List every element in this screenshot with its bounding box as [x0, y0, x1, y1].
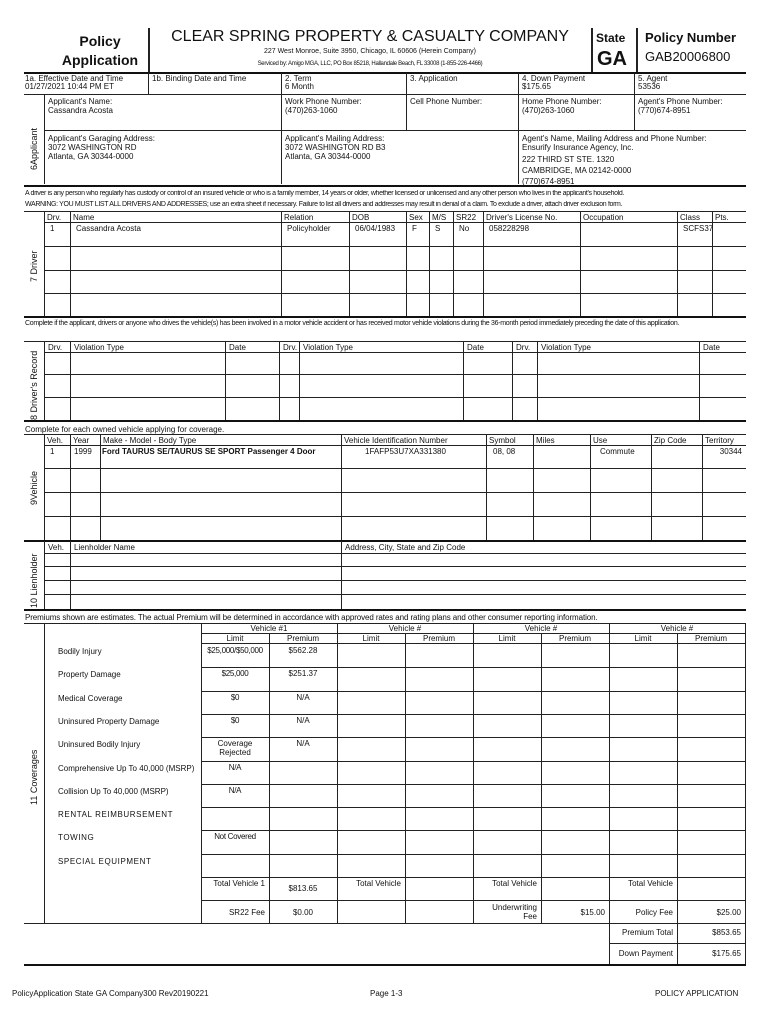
- underwriting-value: $15.00: [580, 908, 605, 917]
- record-side-label: 8 Driver's Record: [29, 350, 39, 420]
- driver-cell-0: 1: [50, 224, 55, 233]
- driver-header-6: SR22: [456, 213, 477, 222]
- policy-number: GAB20006800: [645, 49, 731, 64]
- agent-line3: CAMBRIDGE, MA 02142-0000: [522, 166, 632, 175]
- coverage-premium-1: $251.37: [288, 669, 318, 679]
- coverage-name-8: TOWING: [58, 833, 95, 843]
- total-v1-value: $813.65: [288, 884, 318, 893]
- vehicle-cell-2: Ford TAURUS SE/TAURUS SE SPORT Passenger 4 Door: [102, 447, 316, 456]
- vehicle-cell-3: 1FAFP53U7XA331380: [365, 447, 446, 456]
- cov-vehicle2-header: Vehicle #: [388, 624, 422, 633]
- driver-cell-9: SCFS37: [683, 224, 714, 233]
- driver-col-divider: [483, 212, 484, 316]
- driver-col-divider: [429, 212, 430, 316]
- total-v4-label: Total Vehicle: [628, 879, 673, 888]
- vehicle-col-divider: [70, 435, 71, 540]
- vehicle-header-7: Zip Code: [654, 436, 687, 445]
- state-label: State: [596, 31, 626, 45]
- driver-header-0: Drv.: [47, 213, 62, 222]
- down-payment-value: $175.65: [522, 82, 551, 91]
- coverage-premium-2: N/A: [296, 692, 310, 702]
- vehicle-cell-6: Commute: [600, 447, 635, 456]
- agent-value: 53536: [638, 82, 661, 91]
- mailing-label: Applicant's Mailing Address:: [285, 134, 385, 143]
- coverage-name-3: Uninsured Property Damage: [58, 716, 160, 726]
- driver-col-divider: [349, 212, 350, 316]
- coverage-row-divider: [201, 761, 746, 762]
- coverage-name-2: Medical Coverage: [58, 693, 123, 703]
- cov-premium-header-1: Premium: [422, 634, 455, 643]
- driver-header-5: M/S: [432, 213, 447, 222]
- vehicle-header-3: Vehicle Identification Number: [344, 436, 448, 445]
- work-phone: (470)263-1060: [285, 106, 338, 115]
- term-label: 2. Term: [285, 74, 312, 83]
- record-col-divider: [225, 342, 226, 420]
- record-header-violation-0: Violation Type: [74, 343, 124, 352]
- coverage-row-divider: [201, 807, 746, 808]
- driver-header-8: Occupation: [583, 213, 624, 222]
- cov-limit-header-3: Limit: [634, 634, 652, 643]
- garaging-label: Applicant's Garaging Address:: [48, 134, 155, 143]
- cov-vehicle4-header: Vehicle #: [660, 624, 694, 633]
- coverage-limit-8: Not Covered: [214, 832, 256, 842]
- sr22-label: SR22 Fee: [228, 908, 265, 917]
- record-col-divider: [463, 342, 464, 420]
- vehicle-header-5: Miles: [536, 436, 555, 445]
- coverage-limit-2: $0: [230, 692, 240, 702]
- record-col-divider: [70, 342, 71, 420]
- premium-total-value: $853.65: [712, 928, 741, 937]
- record-col-divider: [512, 342, 513, 420]
- agent-line2: 222 THIRD ST STE. 1320: [522, 155, 615, 164]
- effective-date-label: 1a. Effective Date and Time: [25, 74, 124, 83]
- cov-vehicle1-header: Vehicle #1: [250, 624, 288, 633]
- vehicle-cell-4: 08, 08: [493, 447, 516, 456]
- driver-header-2: Relation: [284, 213, 314, 222]
- driver-cell-3: 06/04/1983: [355, 224, 396, 233]
- premium-total-label: Premium Total: [622, 928, 673, 937]
- serviced-by: Serviced by: Amigo MGA, LLC, PO Box 85218, Hallandale Beach, FL 33008 (1-855-226-4466): [257, 61, 483, 67]
- record-header-violation-1: Violation Type: [303, 343, 353, 352]
- driver-col-divider: [281, 212, 282, 316]
- form-title-application: Application: [61, 52, 139, 68]
- vehicle-header-6: Use: [593, 436, 608, 445]
- effective-date-value: 01/27/2021 10:44 PM ET: [25, 82, 114, 91]
- record-header-drv-0: Drv.: [48, 343, 63, 352]
- driver-notice: A driver is any person who regularly has custody or control of an insured vehicle or who is a family member, 14 years or older, whether licensed or unlicensed and any other person who lives in the applicant's household.: [25, 190, 624, 197]
- coverage-premium-0: $562.28: [288, 646, 318, 655]
- cov-premium-header-2: Premium: [558, 634, 591, 643]
- coverage-row-divider: [201, 784, 746, 785]
- lien-header-name: Lienholder Name: [74, 543, 135, 552]
- policy-fee-value: $25.00: [716, 908, 741, 917]
- vehicle-notice: Complete for each owned vehicle applying for coverage.: [25, 425, 225, 434]
- record-header-date-2: Date: [703, 343, 720, 352]
- record-notice: Complete if the applicant, drivers or anyone who drives the vehicle(s) has been involved in a motor vehicle accident or has received motor vehicle violations during the 36-month period immediately preceding the date of this application.: [25, 320, 680, 327]
- total-v2-label: Total Vehicle: [356, 879, 401, 888]
- agent-label: 5. Agent: [638, 74, 668, 83]
- premium-notice: Premiums shown are estimates. The actual Premium will be determined in accordance with approved rates and rating plans and other consumer reporting information.: [25, 613, 598, 622]
- coverage-row-divider: [201, 854, 746, 855]
- driver-cell-5: S: [435, 224, 441, 233]
- driver-col-divider: [580, 212, 581, 316]
- driver-col-divider: [453, 212, 454, 316]
- vehicle-col-divider: [533, 435, 534, 540]
- record-header-date-1: Date: [467, 343, 484, 352]
- agent-line1: Ensurify Insurance Agency, Inc.: [522, 143, 634, 152]
- cov-limit-header-1: Limit: [362, 634, 380, 643]
- state-value: GA: [597, 48, 627, 70]
- home-phone: (470)263-1060: [522, 106, 575, 115]
- coverage-limit-6: N/A: [228, 785, 242, 795]
- coverage-row-divider: [201, 877, 746, 878]
- driver-cell-7: 058228298: [489, 224, 530, 233]
- coverage-name-4: Uninsured Bodily Injury: [58, 740, 141, 750]
- vehicle-col-divider: [486, 435, 487, 540]
- coverage-limit-1: $25,000: [221, 669, 249, 679]
- vehicle-header-1: Year: [73, 436, 90, 445]
- driver-header-10: Pts.: [715, 213, 729, 222]
- footer-form-id: PolicyApplication State GA Company300 Rev20190221: [12, 989, 209, 998]
- total-v1-label: Total Vehicle 1: [213, 879, 265, 888]
- form-title-policy: Policy: [79, 33, 121, 49]
- vehicle-cell-8: 30344: [719, 447, 742, 456]
- agent-phone: (770)674-8951: [638, 106, 691, 115]
- applicant-name: Cassandra Acosta: [48, 106, 113, 115]
- applicant-name-label: Applicant's Name:: [48, 97, 113, 106]
- coverage-row-divider: [201, 714, 746, 715]
- lien-header-address: Address, City, State and Zip Code: [345, 543, 466, 552]
- application-label: 3. Application: [410, 74, 458, 83]
- policy-fee-label: Policy Fee: [635, 908, 673, 917]
- policy-number-label: Policy Number: [645, 30, 737, 45]
- vehicle-col-divider: [651, 435, 652, 540]
- down-payment-total-value: $175.65: [712, 949, 741, 958]
- down-payment-label: 4. Down Payment: [522, 74, 586, 83]
- coverage-name-1: Property Damage: [58, 670, 121, 680]
- driver-header-1: Name: [73, 213, 95, 222]
- vehicle-cell-0: 1: [50, 447, 55, 456]
- record-col-divider: [279, 342, 280, 420]
- vehicle-side-label: 9Vehicle: [29, 470, 39, 505]
- coverage-row-divider: [201, 667, 746, 668]
- vehicle-col-divider: [341, 435, 342, 540]
- total-v3-label: Total Vehicle: [492, 879, 537, 888]
- down-payment-total-label: Down Payment: [618, 949, 673, 958]
- work-phone-label: Work Phone Number:: [285, 97, 362, 106]
- home-phone-label: Home Phone Number:: [522, 97, 602, 106]
- term-value: 6 Month: [285, 82, 314, 91]
- record-header-violation-2: Violation Type: [541, 343, 591, 352]
- agent-info-label: Agent's Name, Mailing Address and Phone Number:: [522, 134, 707, 143]
- driver-header-7: Driver's License No.: [486, 213, 558, 222]
- company-address: 227 West Monroe, Suite 3950, Chicago, IL 60606 (Herein Company): [263, 48, 477, 55]
- vehicle-col-divider: [590, 435, 591, 540]
- vehicle-header-4: Symbol: [489, 436, 516, 445]
- lien-header-veh: Veh.: [48, 543, 65, 552]
- driver-col-divider: [70, 212, 71, 316]
- garaging-line2: Atlanta, GA 30344-0000: [48, 152, 134, 161]
- cov-premium-header-3: Premium: [694, 634, 727, 643]
- agent-phone-label: Agent's Phone Number:: [638, 97, 723, 106]
- coverage-name-9: SPECIAL EQUIPMENT: [58, 856, 152, 866]
- coverage-premium-3: N/A: [296, 715, 310, 725]
- record-header-date-0: Date: [229, 343, 246, 352]
- coverage-limit-5: N/A: [228, 762, 242, 772]
- coverage-name-7: RENTAL REIMBURSEMENT: [58, 810, 174, 820]
- driver-header-3: DOB: [352, 213, 370, 222]
- driver-side-label: 7 Driver: [29, 250, 39, 282]
- vehicle-header-0: Veh.: [47, 436, 64, 445]
- driver-cell-6: No: [459, 224, 470, 233]
- coverage-name-6: Collision Up To 40,000 (MSRP): [58, 786, 169, 796]
- coverage-limit-3: $0: [230, 715, 240, 725]
- vehicle-header-2: Make - Model - Body Type: [103, 436, 197, 445]
- vehicle-header-8: Territory: [705, 436, 734, 445]
- coverages-side-label: 11 Coverages: [29, 749, 39, 805]
- footer-page: Page 1-3: [370, 989, 403, 998]
- coverage-limit-0: $25,000/$50,000: [207, 646, 263, 655]
- cell-phone-label: Cell Phone Number:: [410, 97, 483, 106]
- coverage-row-divider: [201, 737, 746, 738]
- driver-header-9: Class: [680, 213, 701, 222]
- driver-cell-1: Cassandra Acosta: [76, 224, 141, 233]
- cov-premium-header-0: Premium: [286, 634, 319, 643]
- record-header-drv-1: Drv.: [283, 343, 298, 352]
- lienholder-side-label: 10 Lienholder: [29, 553, 39, 608]
- driver-warning: WARNING: YOU MUST LIST ALL DRIVERS AND ADDRESSES; use an extra sheet if necessary. Failure to list all drivers and addresses may result in denial of a claim. To exclude a driver, attach driver exclusion form.: [25, 201, 623, 208]
- coverage-limit-4: Coverage Rejected: [217, 739, 253, 758]
- cov-vehicle3-header: Vehicle #: [524, 624, 558, 633]
- mailing-line2: Atlanta, GA 30344-0000: [285, 152, 371, 161]
- coverage-row-divider: [201, 830, 746, 831]
- company-name: CLEAR SPRING PROPERTY & CASUALTY COMPANY: [171, 28, 569, 45]
- driver-header-4: Sex: [409, 213, 423, 222]
- agent-line4: (770)674-8951: [522, 177, 575, 186]
- coverage-name-5: Comprehensive Up To 40,000 (MSRP): [58, 763, 195, 773]
- garaging-line1: 3072 WASHINGTON RD: [48, 143, 137, 152]
- underwriting-label: Underwriting Fee: [492, 903, 537, 921]
- record-col-divider: [299, 342, 300, 420]
- vehicle-cell-1: 1999: [74, 447, 92, 456]
- cov-limit-header-0: Limit: [226, 634, 244, 643]
- record-col-divider: [537, 342, 538, 420]
- footer-title: POLICY APPLICATION: [655, 989, 739, 998]
- record-col-divider: [699, 342, 700, 420]
- sr22-value: $0.00: [292, 908, 314, 917]
- coverage-name-0: Bodily Injury: [58, 647, 102, 656]
- record-header-drv-2: Drv.: [516, 343, 531, 352]
- applicant-side-label: 6Applicant: [29, 127, 39, 170]
- driver-col-divider: [406, 212, 407, 316]
- binding-date-label: 1b. Binding Date and Time: [152, 74, 247, 83]
- driver-cell-2: Policyholder: [287, 224, 331, 233]
- driver-col-divider: [677, 212, 678, 316]
- driver-cell-4: F: [412, 224, 417, 233]
- cov-limit-header-2: Limit: [498, 634, 516, 643]
- coverage-premium-4: N/A: [296, 739, 310, 749]
- mailing-line1: 3072 WASHINGTON RD B3: [285, 143, 386, 152]
- vehicle-col-divider: [100, 435, 101, 540]
